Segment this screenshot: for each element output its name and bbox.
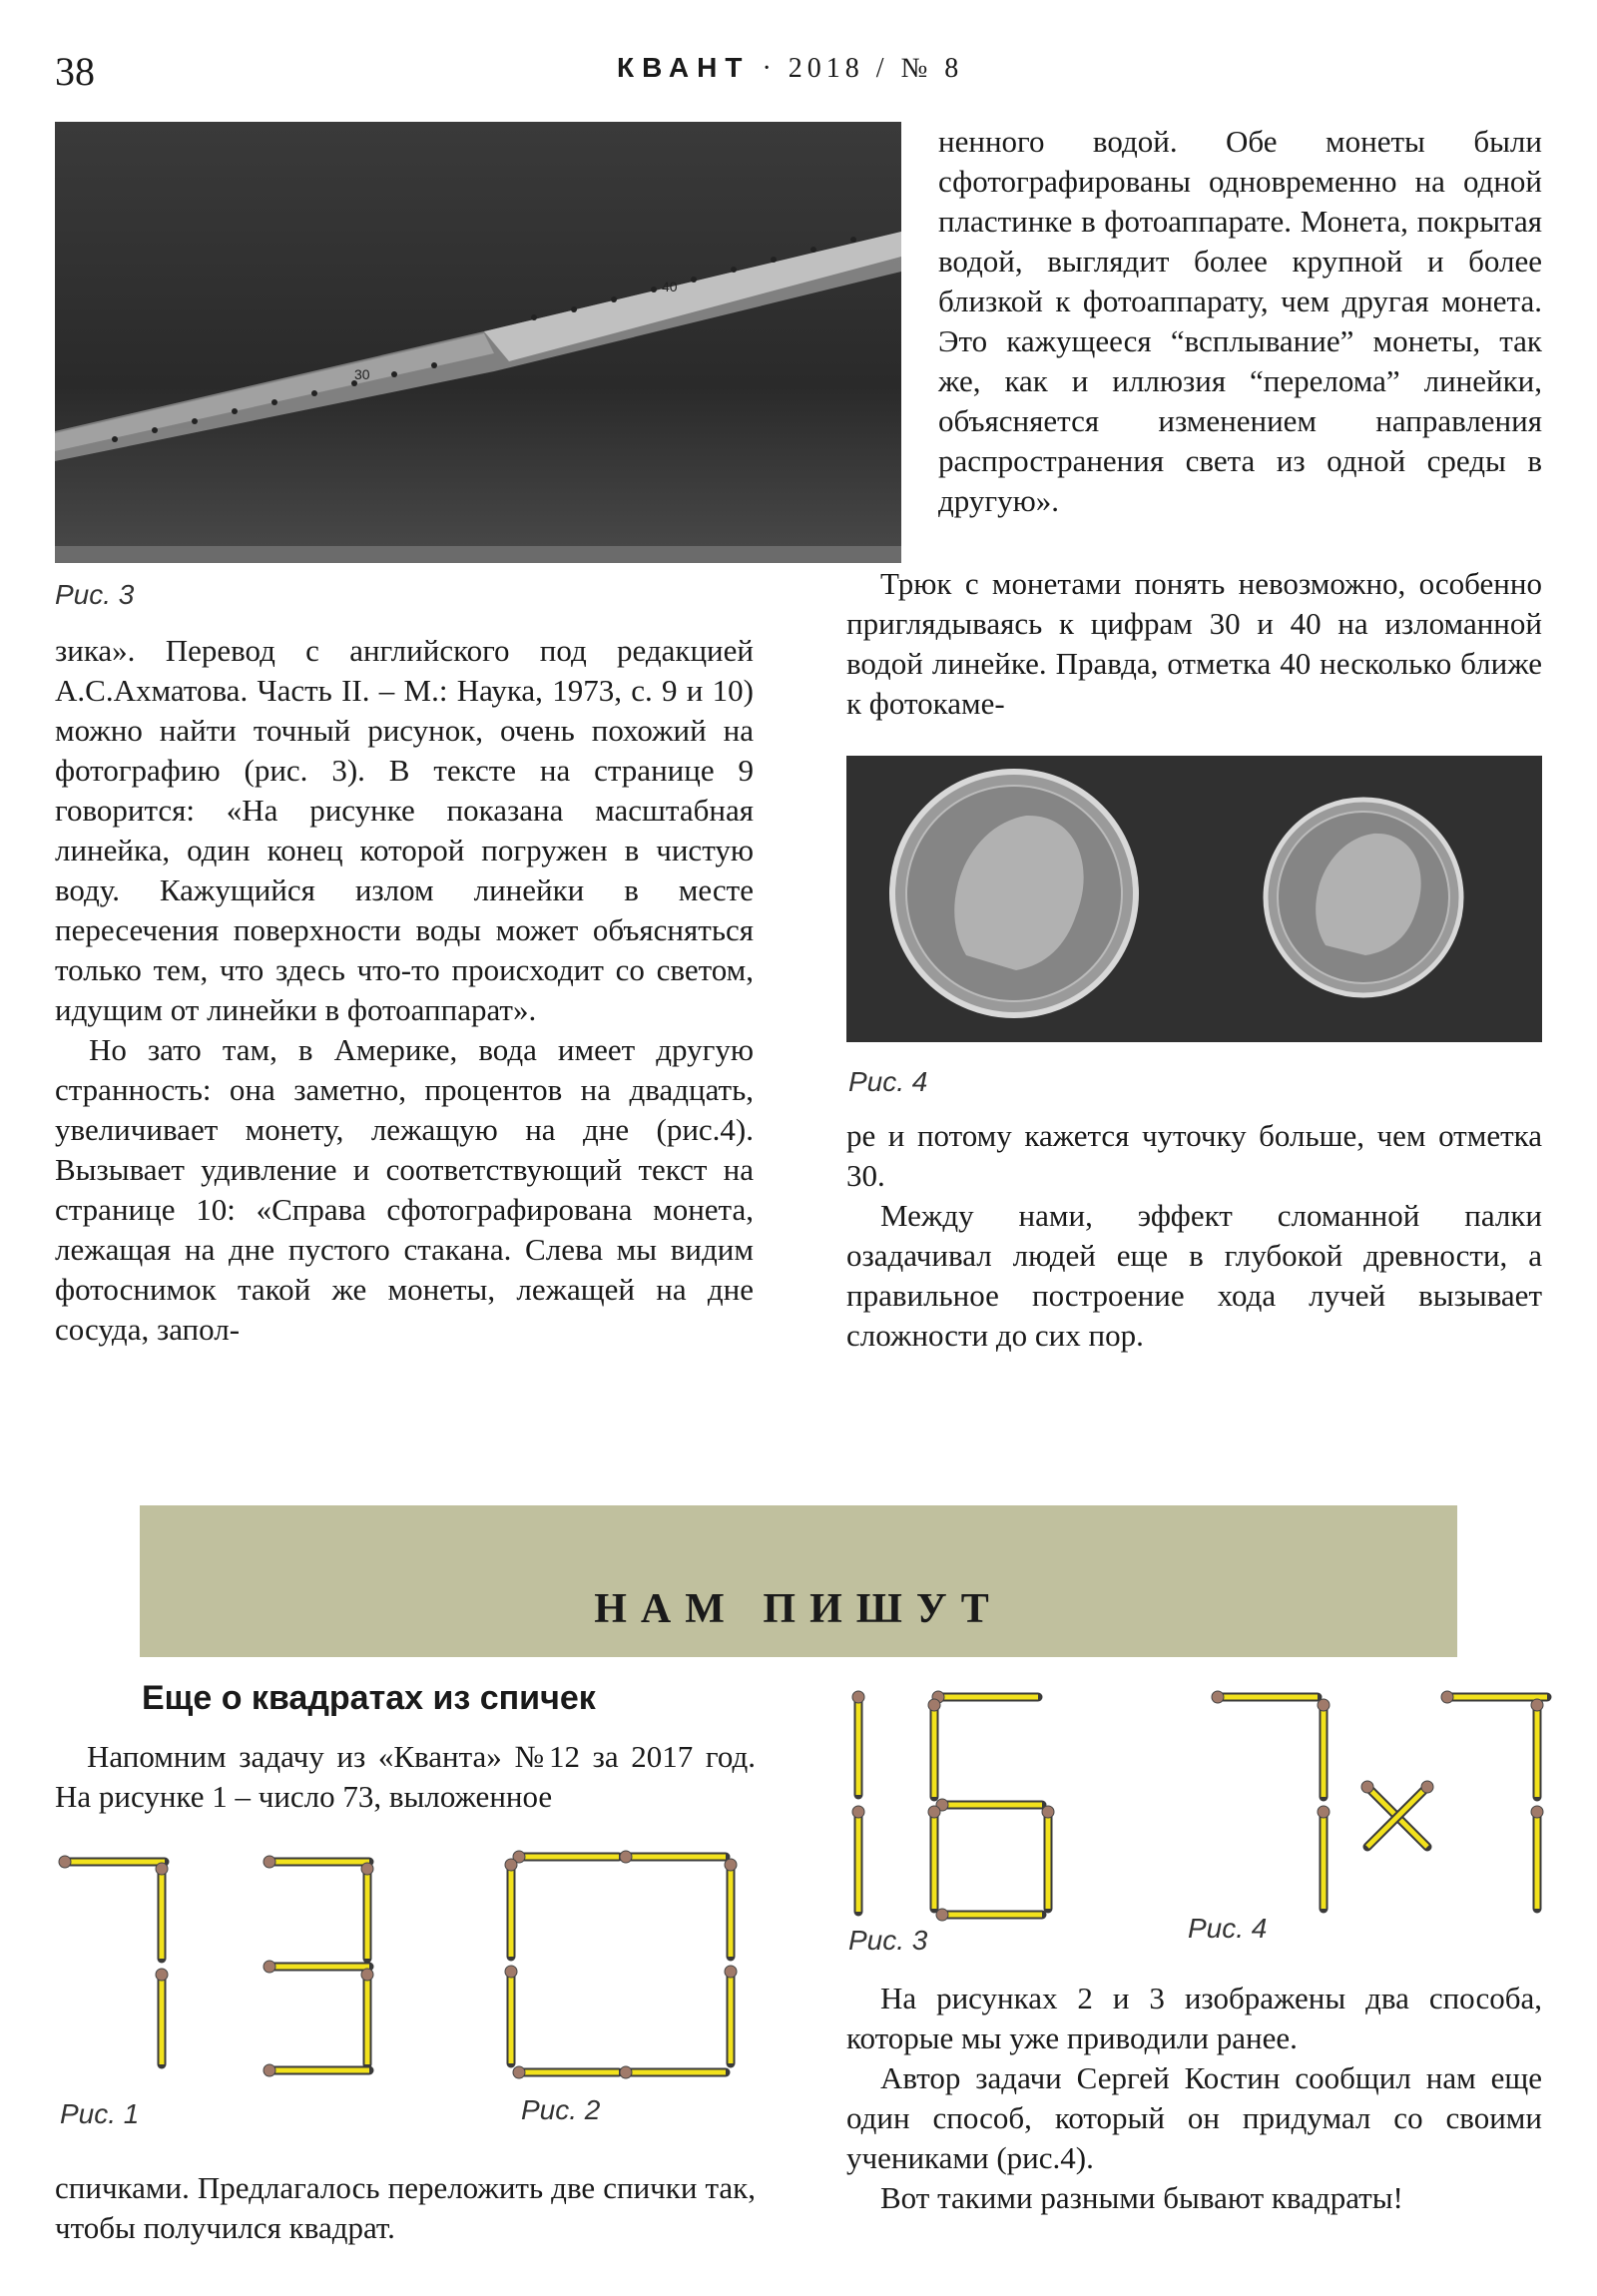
matchstick	[264, 2064, 369, 2076]
matchstick	[513, 2066, 619, 2078]
matchstick	[1531, 1699, 1543, 1797]
matchstick	[725, 1859, 737, 1957]
paragraph: спичками. Предлагалось переложить две спички так, чтобы получился квадрат.	[55, 2170, 756, 2245]
paragraph: ре и потому кажется чуточку больше, чем отметка 30.	[846, 1118, 1542, 1193]
matchstick-figures-1-2	[50, 1847, 769, 2096]
figure-4-caption-matches: Рис. 4	[1188, 1913, 1268, 1944]
right-column-mid	[846, 564, 1542, 724]
matchstick	[928, 1806, 940, 1909]
paragraph: Но зато там, в Америке, вода имеет другую странность: она заметно, процентов на двадцать, увеличивает монету, лежащую на дне (рис.4). Вызывает удивление и соответствующий текст на странице 10: «Справа сфотографирована монета, лежащая на дне пустого стакана. Слева мы видим фотоснимок такой же монеты, лежащей на дне сосуда, запол-	[55, 1032, 754, 1347]
issue-number: 2018 / № 8	[788, 53, 964, 84]
left-column	[55, 631, 754, 1350]
paragraph: Автор задачи Сергей Костин сообщил нам еще один способ, который он придумал со своими учениками (рис.4).	[846, 2060, 1542, 2175]
section-title: НАМ ПИШУТ	[594, 1586, 1003, 1632]
page-number: 38	[55, 49, 95, 94]
matchstick	[1531, 1806, 1543, 1909]
matchstick	[361, 1863, 373, 1959]
section-band	[140, 1505, 1457, 1657]
paragraph: Вот такими разными бывают квадраты!	[880, 2180, 1403, 2215]
matchstick	[264, 1961, 369, 1973]
matchstick	[1042, 1806, 1054, 1909]
figure-2-caption: Рис. 2	[521, 2094, 601, 2125]
matchstick	[620, 2066, 726, 2078]
matchstick	[852, 1806, 864, 1912]
ruler-photo	[55, 122, 901, 563]
figure-1-caption: Рис. 1	[60, 2098, 140, 2129]
matchstick	[1318, 1699, 1330, 1797]
figure-4-caption: Рис. 4	[848, 1066, 928, 1097]
paragraph: На рисунках 2 и 3 изображены два способа, которые мы уже приводили ранее.	[846, 1981, 1542, 2055]
paragraph: ненного водой. Обе монеты были сфотографированы одновременно на одной пластинке в фотоаппарате. Монета, покрытая водой, выглядит более крупной и более близкой к фотоаппарату, чем другая монета. Это кажущееся “всплывание” монеты, так же, как и иллюзия “перелома” линейки, объясняется изменением направления распространения света из одной среды в другую».	[938, 124, 1542, 518]
article-title: Еще о квадратах из спичек	[142, 1679, 596, 1717]
running-header: КВАНТ · 2018 / № 8	[617, 52, 964, 84]
matchstick	[156, 1863, 168, 1959]
matchstick	[156, 1969, 168, 2064]
journal-name: КВАНТ	[617, 52, 751, 83]
matchstick	[505, 1859, 517, 1957]
ruler-mark-40: 40	[662, 279, 678, 294]
right-column-bottom	[846, 1116, 1542, 1356]
ruler-mark-30: 30	[354, 366, 370, 382]
matchstick	[932, 1691, 1038, 1703]
matchstick	[1212, 1691, 1318, 1703]
matchstick	[1318, 1806, 1330, 1909]
coins-photo	[846, 756, 1542, 1042]
matchstick	[725, 1966, 737, 2063]
matchstick	[505, 1966, 517, 2063]
right-column-top	[938, 122, 1542, 521]
matchstick	[928, 1699, 940, 1797]
matchstick	[936, 1909, 1042, 1921]
paragraph: Трюк с монетами понять невозможно, особенно приглядываясь к цифрам 30 и 40 на изломанной водой линейке. Правда, отметка 40 несколько ближе к фотокаме-	[846, 566, 1542, 721]
article-left-top	[55, 1737, 756, 1817]
paragraph: Между нами, эффект сломанной палки озадачивал людей еще в глубокой древности, а правильное построение хода лучей вызывает сложности до сих пор.	[846, 1198, 1542, 1353]
paragraph: Напомним задачу из «Кванта» №12 за 2017 год. На рисунке 1 – число 73, выложенное	[55, 1739, 756, 1814]
matchstick	[936, 1799, 1042, 1811]
matchstick-figures-3-4	[838, 1687, 1557, 1927]
matchstick	[264, 1856, 369, 1868]
matchstick	[620, 1851, 726, 1863]
matchstick	[59, 1856, 165, 1868]
figure-3-caption: Рис. 3	[55, 579, 135, 610]
matchstick	[513, 1851, 619, 1863]
matchstick	[1441, 1691, 1547, 1703]
matchstick	[852, 1691, 864, 1795]
matchstick	[361, 1969, 373, 2064]
article-left-bottom	[55, 2168, 756, 2248]
paragraph: зика». Перевод с английского под редакцией А.С.Ахматова. Часть II. – М.: Наука, 1973, с. 9 и 10) можно найти точный рисунок, очень похожий на фотографию (рис. 3). В тексте на странице 9 говорится: «На рисунке показана масштабная линейка, один конец которой погружен в чистую воду. Кажущийся излом линейки в месте пересечения поверхности воды может объясняться только тем, что здесь что-то происходит со светом, идущим от линейки в фотоаппарат».	[55, 633, 754, 1027]
article-right	[846, 1979, 1542, 2218]
figure-3-caption-matches: Рис. 3	[848, 1925, 928, 1956]
